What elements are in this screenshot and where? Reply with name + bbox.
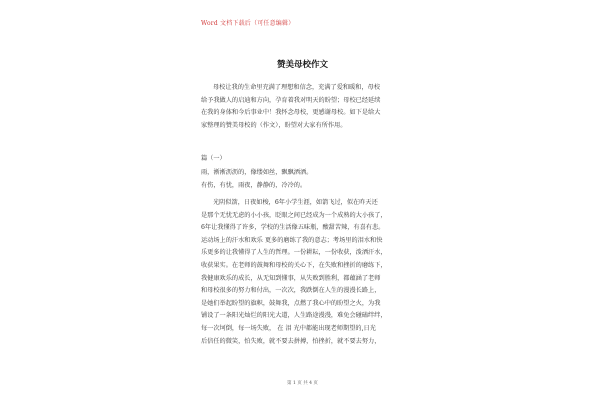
- text-line: 和母校很多的努力和付出，一次次，我跌倒在人生的漫漫长路上，: [201, 287, 381, 295]
- document-page: [195, 14, 410, 386]
- text-line: 在我的身体和今后事业中！我怀念母校，更感谢母校。如下是给大: [201, 109, 381, 117]
- text-line: 我健康欢乐的成长，从无知到懂事，从失败到胜利，都蕴涵了老师: [201, 274, 381, 282]
- page-title: 赞美母校作文: [276, 60, 328, 70]
- text-line: 家整理的赞美母校的（作文），盼望对大家有所作用。: [201, 121, 347, 129]
- poem-paragraph: [201, 167, 404, 192]
- text-line: 后信任的微笑，怕失败，就不要去拼搏，怕挫折，就不要去努力，: [201, 337, 381, 345]
- intro-paragraph: [201, 82, 404, 132]
- text-line: 给予我做人的启迪和方向，孕育着我对明天的盼望；母校已经延续: [201, 96, 381, 104]
- text-line: 是那个无忧无虑的小小孩，眨眼之间已经成为一个成熟的大小孩了，: [201, 211, 387, 219]
- body-paragraph: [201, 197, 404, 348]
- text-line: 每一次坷倒，每一场失败， 在 泪 光中都能出现老师期望的,日光: [201, 324, 376, 332]
- page-footer: 第 1 页 共 4 页: [287, 381, 318, 386]
- text-line: 运动场上的汗水和欢乐 更多的磨练了我的意志；考场里的泪水和快: [201, 236, 383, 244]
- text-line: 铺设了一条阳光灿烂的阳光大道，人生路途漫漫，难免会碰磕绊绊，: [201, 312, 387, 320]
- text-line: 是她们举起盼望的旗帜，鼓舞我，点燃了我心中的盼望之火，为我: [201, 299, 381, 307]
- text-line: 光阴似箭，日夜如梭，6年小学生涯，如箭飞过，似在昨天还: [213, 199, 378, 206]
- text-line: 雨，淅淅沥沥的，像缕如丝，飘飘洒洒。: [201, 169, 313, 176]
- text-line: 6年让我懂得了许多，学校的生活像五味瓶，酸甜苦辣，有喜有悲。: [201, 224, 385, 232]
- text-line: 有伤，有忧，雨夜，静静的，冷冷的。: [201, 181, 307, 189]
- watermark-header: Word 文档下载后（可任意编辑）: [201, 20, 295, 27]
- section-label: 篇（一）: [201, 155, 226, 162]
- text-line: 收获果实。在老师的鼓舞和母校的关心下，在失败和挫折的磨练下，: [201, 261, 387, 269]
- text-line: 母校让我的生命里充满了理想和信念，充满了爱和暖和，母校: [213, 84, 381, 91]
- text-line: 乐更多的让我懂得了人生的哲理。一份耕耘，一份收获，泼洒汗水，: [201, 249, 387, 257]
